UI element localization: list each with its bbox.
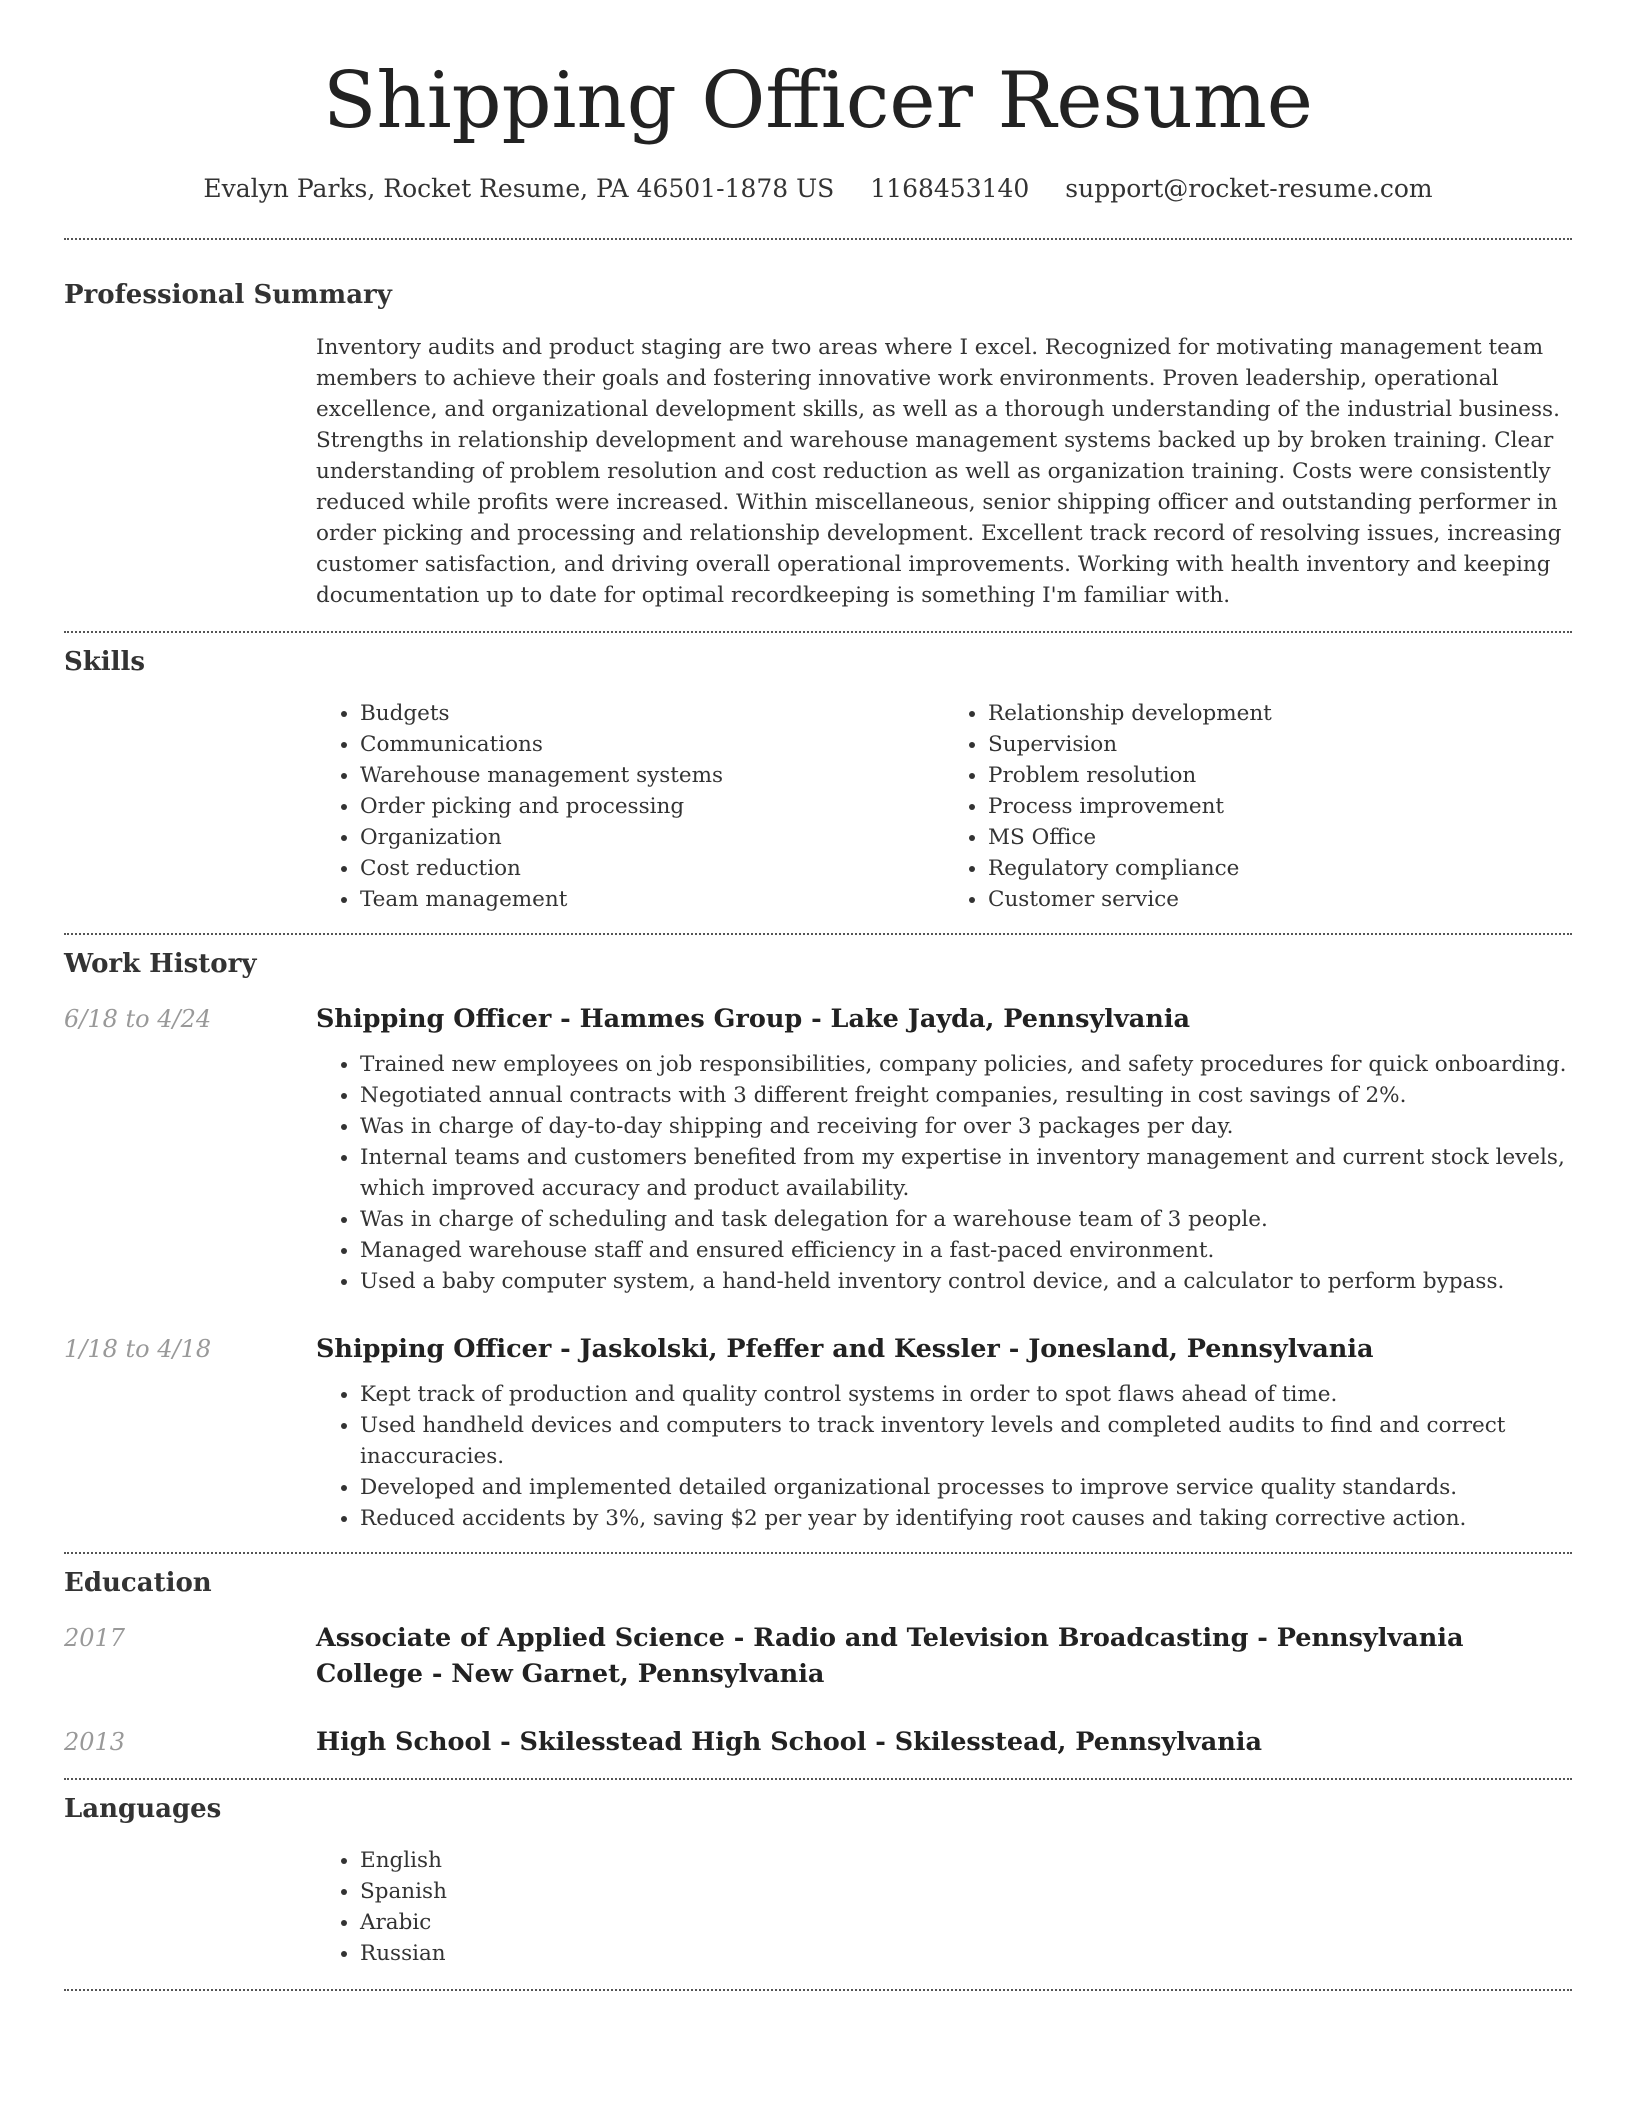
skill-item: • Regulatory compliance — [988, 853, 1572, 884]
skills-section — [64, 633, 1572, 915]
skill-item: • Relationship development — [988, 698, 1572, 729]
job-bullet: • Used handheld devices and computers to track inventory levels and completed audits to find and correct inaccuracies. — [360, 1410, 1572, 1472]
contact-line — [64, 172, 1572, 206]
skills-heading: Skills — [64, 647, 146, 677]
education-year: 2017 — [64, 1624, 126, 1652]
skill-item: • Team management — [360, 884, 944, 915]
skill-item: • Communications — [360, 729, 944, 760]
job-entry — [64, 1001, 1572, 1297]
job-bullet: • Managed warehouse staff and ensured efficiency in a fast-paced environment. — [360, 1235, 1572, 1266]
education-degree: High School - Skilesstead High School - Skilesstead, Pennsylvania — [316, 1727, 1262, 1757]
skill-item: • Supervision — [988, 729, 1572, 760]
language-item: • Spanish — [360, 1876, 1572, 1907]
job-bullets — [316, 1049, 1572, 1297]
language-item: • Arabic — [360, 1907, 1572, 1938]
work-heading: Work History — [64, 949, 257, 979]
job-bullet: • Internal teams and customers benefited from my expertise in inventory management and current stock levels, which improved accuracy and product availability. — [360, 1142, 1572, 1204]
contact-address: Evalyn Parks, Rocket Resume, PA 46501-1878 US — [203, 174, 835, 203]
skill-item: • Budgets — [360, 698, 944, 729]
job-entry — [64, 1331, 1572, 1534]
summary-heading: Professional Summary — [64, 280, 392, 310]
skill-item: • Cost reduction — [360, 853, 944, 884]
skill-item: • Organization — [360, 822, 944, 853]
skills-list-left — [316, 698, 944, 915]
languages-heading: Languages — [64, 1794, 222, 1824]
job-title: Shipping Officer - Hammes Group - Lake Jayda, Pennsylvania — [316, 1004, 1191, 1034]
summary-section — [64, 240, 1572, 611]
summary-text: Inventory audits and product staging are two areas where I excel. Recognized for motivating management team members to achieve their goals and fostering innovative work environments. Proven leadership, operational excellence, and organizational development skills, as well as a thorough understanding of the industrial business. Strengths in relationship development and warehouse management systems backed up by broken training. Clear understanding of problem resolution and cost reduction as well as organization training. Costs were consistently reduced while profits were increased. Within miscellaneous, senior shipping officer and outstanding performer in order picking and processing and relationship development. Excellent track record of resolving issues, increasing customer satisfaction, and driving overall operational improvements. Working with health inventory and keeping documentation up to date for optimal recordkeeping is something I'm familiar with. — [316, 335, 1562, 608]
education-entry — [64, 1724, 1572, 1760]
education-section — [64, 1554, 1572, 1760]
skill-item: • Customer service — [988, 884, 1572, 915]
education-year: 2013 — [64, 1728, 126, 1756]
job-bullet: • Used a baby computer system, a hand-held inventory control device, and a calculator to perform bypass. — [360, 1266, 1572, 1297]
job-bullet: • Was in charge of scheduling and task delegation for a warehouse team of 3 people. — [360, 1204, 1572, 1235]
work-section — [64, 935, 1572, 1534]
job-title: Shipping Officer - Jaskolski, Pfeffer and Kessler - Jonesland, Pennsylvania — [316, 1334, 1374, 1364]
job-bullet: • Trained new employees on job responsibilities, company policies, and safety procedures for quick onboarding. — [360, 1049, 1572, 1080]
job-bullets — [316, 1379, 1572, 1534]
job-bullet: • Kept track of production and quality control systems in order to spot flaws ahead of time. — [360, 1379, 1572, 1410]
job-bullet: • Was in charge of day-to-day shipping and receiving for over 3 packages per day. — [360, 1111, 1572, 1142]
languages-list — [316, 1845, 1572, 1969]
divider — [64, 1989, 1572, 1991]
job-dates: 6/18 to 4/24 — [64, 1005, 212, 1033]
skill-item: • MS Office — [988, 822, 1572, 853]
resume-page — [64, 0, 1572, 1991]
contact-email: support@rocket-resume.com — [1065, 174, 1433, 203]
languages-section — [64, 1780, 1572, 1969]
job-dates: 1/18 to 4/18 — [64, 1335, 212, 1363]
skill-item: • Order picking and processing — [360, 791, 944, 822]
skill-item: • Problem resolution — [988, 760, 1572, 791]
job-bullet: • Reduced accidents by 3%, saving $2 per year by identifying root causes and taking corrective action. — [360, 1503, 1572, 1534]
job-bullet: • Developed and implemented detailed organizational processes to improve service quality standards. — [360, 1472, 1572, 1503]
contact-phone: 1168453140 — [870, 174, 1030, 203]
education-heading: Education — [64, 1568, 212, 1598]
skill-item: • Warehouse management systems — [360, 760, 944, 791]
job-bullet: • Negotiated annual contracts with 3 different freight companies, resulting in cost savings of 2%. — [360, 1080, 1572, 1111]
education-degree: Associate of Applied Science - Radio and Television Broadcasting - Pennsylvania College - New Garnet, Pennsylvania — [316, 1623, 1464, 1689]
skill-item: • Process improvement — [988, 791, 1572, 822]
language-item: • English — [360, 1845, 1572, 1876]
education-entry — [64, 1620, 1572, 1692]
skills-list-right — [944, 698, 1572, 915]
language-item: • Russian — [360, 1938, 1572, 1969]
resume-title: Shipping Officer Resume — [323, 56, 1313, 146]
